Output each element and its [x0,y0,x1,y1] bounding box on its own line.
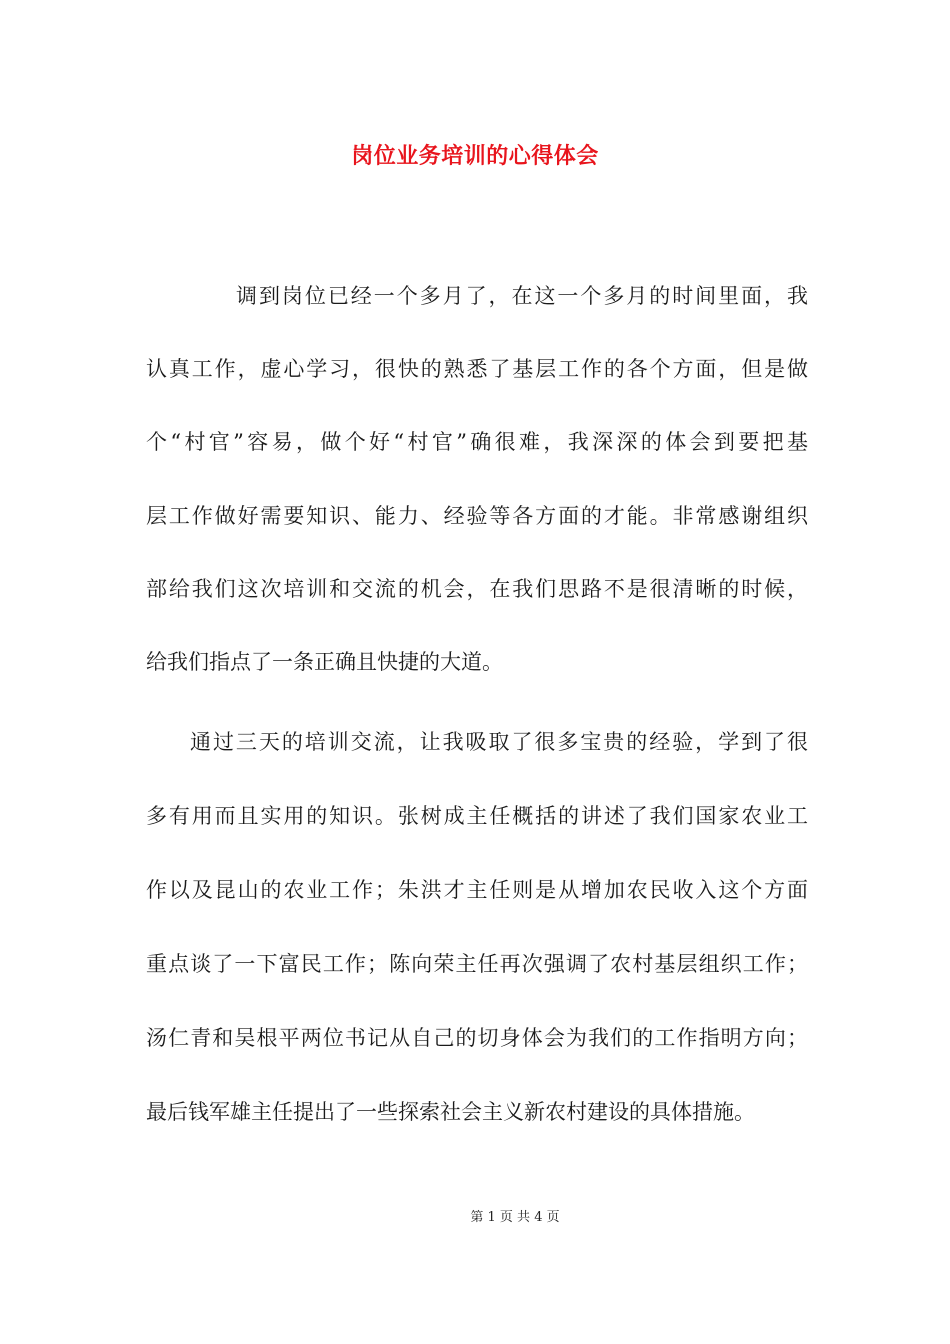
paragraph-2-line-6: 最后钱军雄主任提出了一些探索社会主义新农村建设的具体措施。 [146,1100,755,1124]
paragraph-2-line-1: 通过三天的培训交流，让我吸取了很多宝贵的经验，学到了很 [190,730,808,754]
paragraph-1-line-2: 认真工作，虚心学习，很快的熟悉了基层工作的各个方面，但是做 [146,357,808,381]
paragraph-2-line-3: 作以及昆山的农业工作；朱洪才主任则是从增加农民收入这个方面 [146,878,808,902]
document-title: 岗位业务培训的心得体会 [351,143,599,169]
paragraph-1-line-3: 个“村官”容易，做个好“村官”确很难，我深深的体会到要把基 [146,430,808,454]
paragraph-1-line-6: 给我们指点了一条正确且快捷的大道。 [146,650,503,674]
paragraph-1-line-5: 部给我们这次培训和交流的机会，在我们思路不是很清晰的时候， [146,577,808,601]
paragraph-1-line-4: 层工作做好需要知识、能力、经验等各方面的才能。非常感谢组织 [146,504,808,528]
paragraph-2-line-5: 汤仁青和吴根平两位书记从自己的切身体会为我们的工作指明方向； [146,1026,808,1050]
paragraph-2-line-2: 多有用而且实用的知识。张树成主任概括的讲述了我们国家农业工 [146,804,808,828]
page-number-footer: 第 1 页 共 4 页 [470,1210,560,1225]
paragraph-2-line-4: 重点谈了一下富民工作；陈向荣主任再次强调了农村基层组织工作； [146,952,808,976]
paragraph-1-line-1: 调到岗位已经一个多月了，在这一个多月的时间里面，我 [236,284,808,308]
